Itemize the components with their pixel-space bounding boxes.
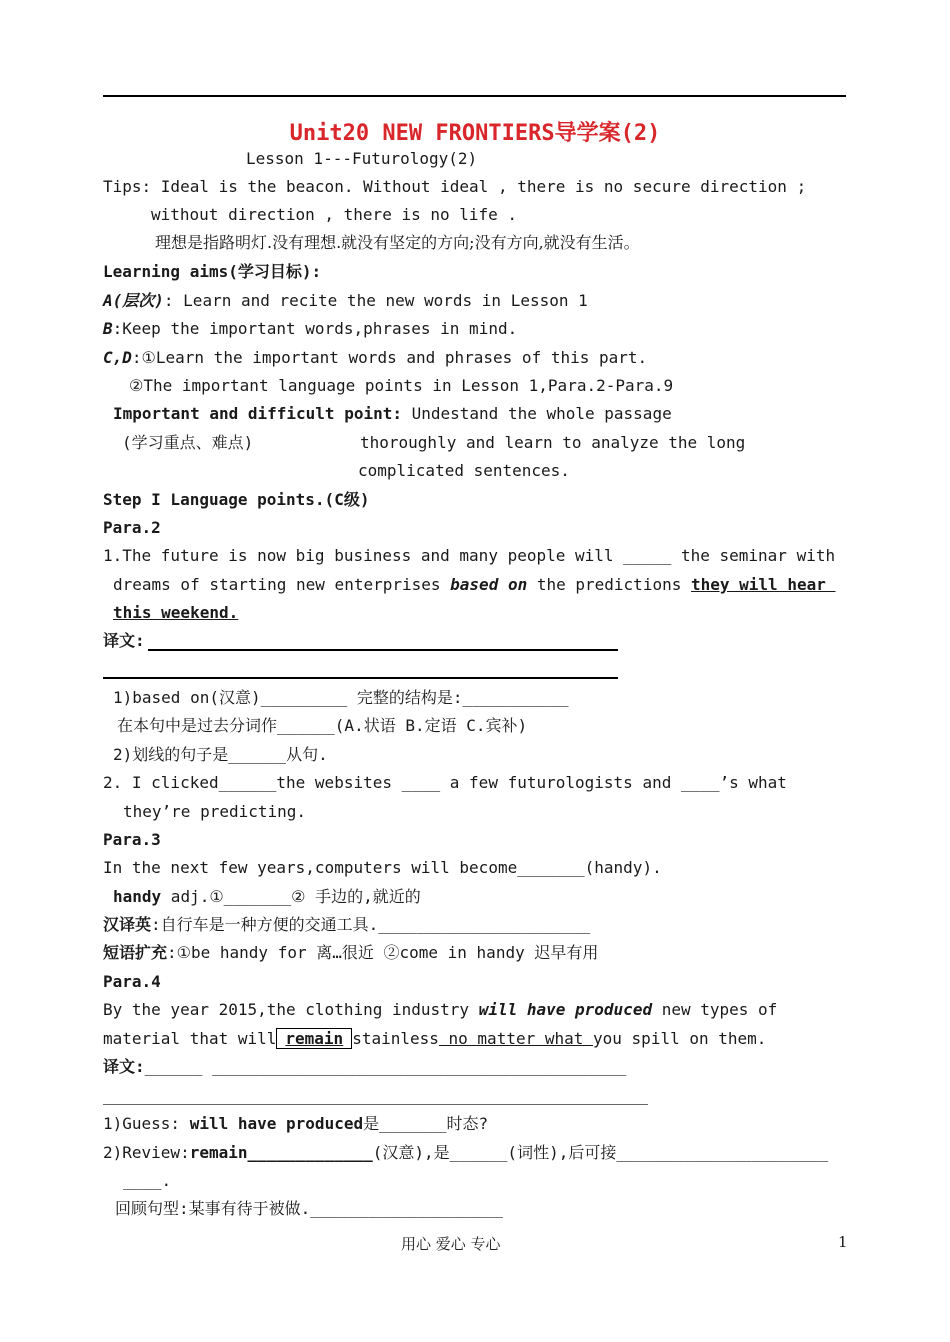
translate-answer-line-2[interactable] bbox=[103, 677, 618, 679]
para4-text-d: stainless bbox=[352, 1029, 439, 1048]
para2-q2-line-2: they’re predicting. bbox=[123, 802, 307, 821]
para4-translate-label: 译文: bbox=[103, 1057, 145, 1076]
para2-underlined-clause: they will hear bbox=[690, 575, 836, 594]
page-title: Unit20 NEW FRONTIERS导学案(2) bbox=[289, 121, 661, 146]
para2-based-on: based on bbox=[450, 575, 528, 594]
para3-line-2 bbox=[113, 887, 421, 907]
para2-translate-label: 译文: bbox=[103, 631, 145, 650]
aim-cd-label: C,D bbox=[103, 348, 132, 367]
aim-a-text: : Learn and recite the new words in Lesson 1 bbox=[163, 291, 588, 310]
aim-b-label: B bbox=[103, 319, 113, 338]
tips-line-1: Tips: Ideal is the beacon. Without ideal , there is no secure direction ; bbox=[103, 177, 807, 196]
para4-heading: Para.4 bbox=[103, 972, 161, 991]
para3-translate-label: 汉译英 bbox=[103, 915, 152, 934]
para3-handy-def: adj.①_______② 手边的,就近的 bbox=[161, 887, 421, 906]
para4-pattern: 回顾句型:某事有待于被做.____________________ bbox=[115, 1199, 503, 1218]
para4-line-1 bbox=[103, 1000, 777, 1020]
para4-answer-line[interactable] bbox=[103, 1104, 648, 1105]
tips-line-2: without direction , there is no life . bbox=[151, 205, 518, 224]
para2-heading: Para.2 bbox=[103, 518, 161, 537]
para4-review bbox=[103, 1143, 828, 1163]
para2-sub-1b: 在本句中是过去分词作______(A.状语 B.定语 C.宾补) bbox=[117, 716, 528, 735]
para2-q1-text-a: dreams of starting new enterprises bbox=[113, 575, 451, 594]
important-text-2: thoroughly and learn to analyze the long bbox=[360, 433, 746, 452]
translate-answer-line-1[interactable] bbox=[148, 649, 618, 651]
para2-q2-line-1: 2. I clicked______the websites ____ a few futurologists and ____’s what bbox=[103, 773, 787, 792]
para3-phrase-label: 短语扩充 bbox=[103, 943, 168, 962]
para2-sub-2: 2)划线的句子是______从句. bbox=[113, 745, 328, 764]
aim-a-label: A(层次) bbox=[103, 291, 164, 310]
para3-phrase-text: :①be handy for 离…很近 ②come in handy 迟早有用 bbox=[167, 943, 599, 962]
aim-b-text: :Keep the important words,phrases in mind. bbox=[112, 319, 518, 338]
para4-line-2 bbox=[103, 1029, 766, 1049]
para2-q1-line-1: 1.The future is now big business and many people will _____ the seminar with bbox=[103, 546, 836, 565]
para3-line-1: In the next few years,computers will become_______(handy). bbox=[103, 858, 662, 877]
tips-line-3: 理想是指路明灯.没有理想.就没有坚定的方向;没有方向,就没有生活。 bbox=[155, 233, 640, 252]
aim-cd bbox=[103, 348, 647, 368]
para4-no-matter-what: no matter what bbox=[438, 1029, 594, 1048]
important-text-1: Undestand the whole passage bbox=[401, 404, 672, 423]
para2-underlined-clause-end: this weekend. bbox=[113, 603, 239, 622]
important-point bbox=[113, 404, 672, 424]
para4-review-blank: _____________ bbox=[247, 1143, 373, 1162]
aim-a bbox=[103, 291, 588, 311]
para4-translate-blank: ______ ___________________________________________ bbox=[144, 1057, 627, 1076]
aim-b bbox=[103, 319, 517, 339]
para2-sub-1: 1)based on(汉意)_________ 完整的结构是:___________ bbox=[113, 688, 569, 707]
para4-text-c: material that will bbox=[103, 1029, 277, 1048]
para4-review-question: (汉意),是______(词性),后可接______________________ bbox=[372, 1143, 829, 1162]
para4-text-a: By the year 2015,the clothing industry bbox=[103, 1000, 479, 1019]
para4-text-e: you spill on them. bbox=[593, 1029, 767, 1048]
para4-remain-box: remain bbox=[276, 1028, 352, 1049]
para3-line-3 bbox=[103, 915, 590, 935]
para3-line-4 bbox=[103, 943, 598, 963]
para2-q1-line-2 bbox=[113, 575, 835, 595]
para3-heading: Para.3 bbox=[103, 830, 161, 849]
para4-review-cont: ____. bbox=[123, 1171, 172, 1190]
aim-cd-text-2: ②The important language points in Lesson 1,Para.2-Para.9 bbox=[129, 376, 674, 395]
para4-guess-phrase: will have produced bbox=[189, 1114, 364, 1133]
para3-translate-task: :自行车是一种方便的交通工具.______________________ bbox=[151, 915, 591, 934]
important-text-3: complicated sentences. bbox=[358, 461, 570, 480]
subtitle: Lesson 1---Futurology(2) bbox=[246, 149, 478, 168]
para4-translate bbox=[103, 1057, 626, 1077]
para4-guess bbox=[103, 1114, 488, 1134]
para4-review-label: 2)Review: bbox=[103, 1143, 190, 1162]
para4-will-have-produced: will have produced bbox=[478, 1000, 653, 1019]
para4-guess-question: 是_______时态? bbox=[363, 1114, 489, 1133]
page-number: 1 bbox=[838, 1233, 848, 1251]
footer-motto: 用心 爱心 专心 bbox=[401, 1235, 501, 1253]
aims-heading: Learning aims(学习目标): bbox=[103, 262, 322, 281]
para4-review-word: remain bbox=[189, 1143, 248, 1162]
step-heading: Step I Language points.(C级) bbox=[103, 490, 370, 509]
important-label: Important and difficult point: bbox=[113, 404, 402, 423]
para2-q1-text-b: the predictions bbox=[527, 575, 691, 594]
para4-guess-label: 1)Guess: bbox=[103, 1114, 190, 1133]
top-rule bbox=[103, 95, 846, 97]
aim-cd-text: :①Learn the important words and phrases of this part. bbox=[131, 348, 648, 367]
important-label-cn: (学习重点、难点) bbox=[122, 433, 254, 452]
para4-text-b: new types of bbox=[652, 1000, 778, 1019]
para3-handy: handy bbox=[113, 887, 162, 906]
